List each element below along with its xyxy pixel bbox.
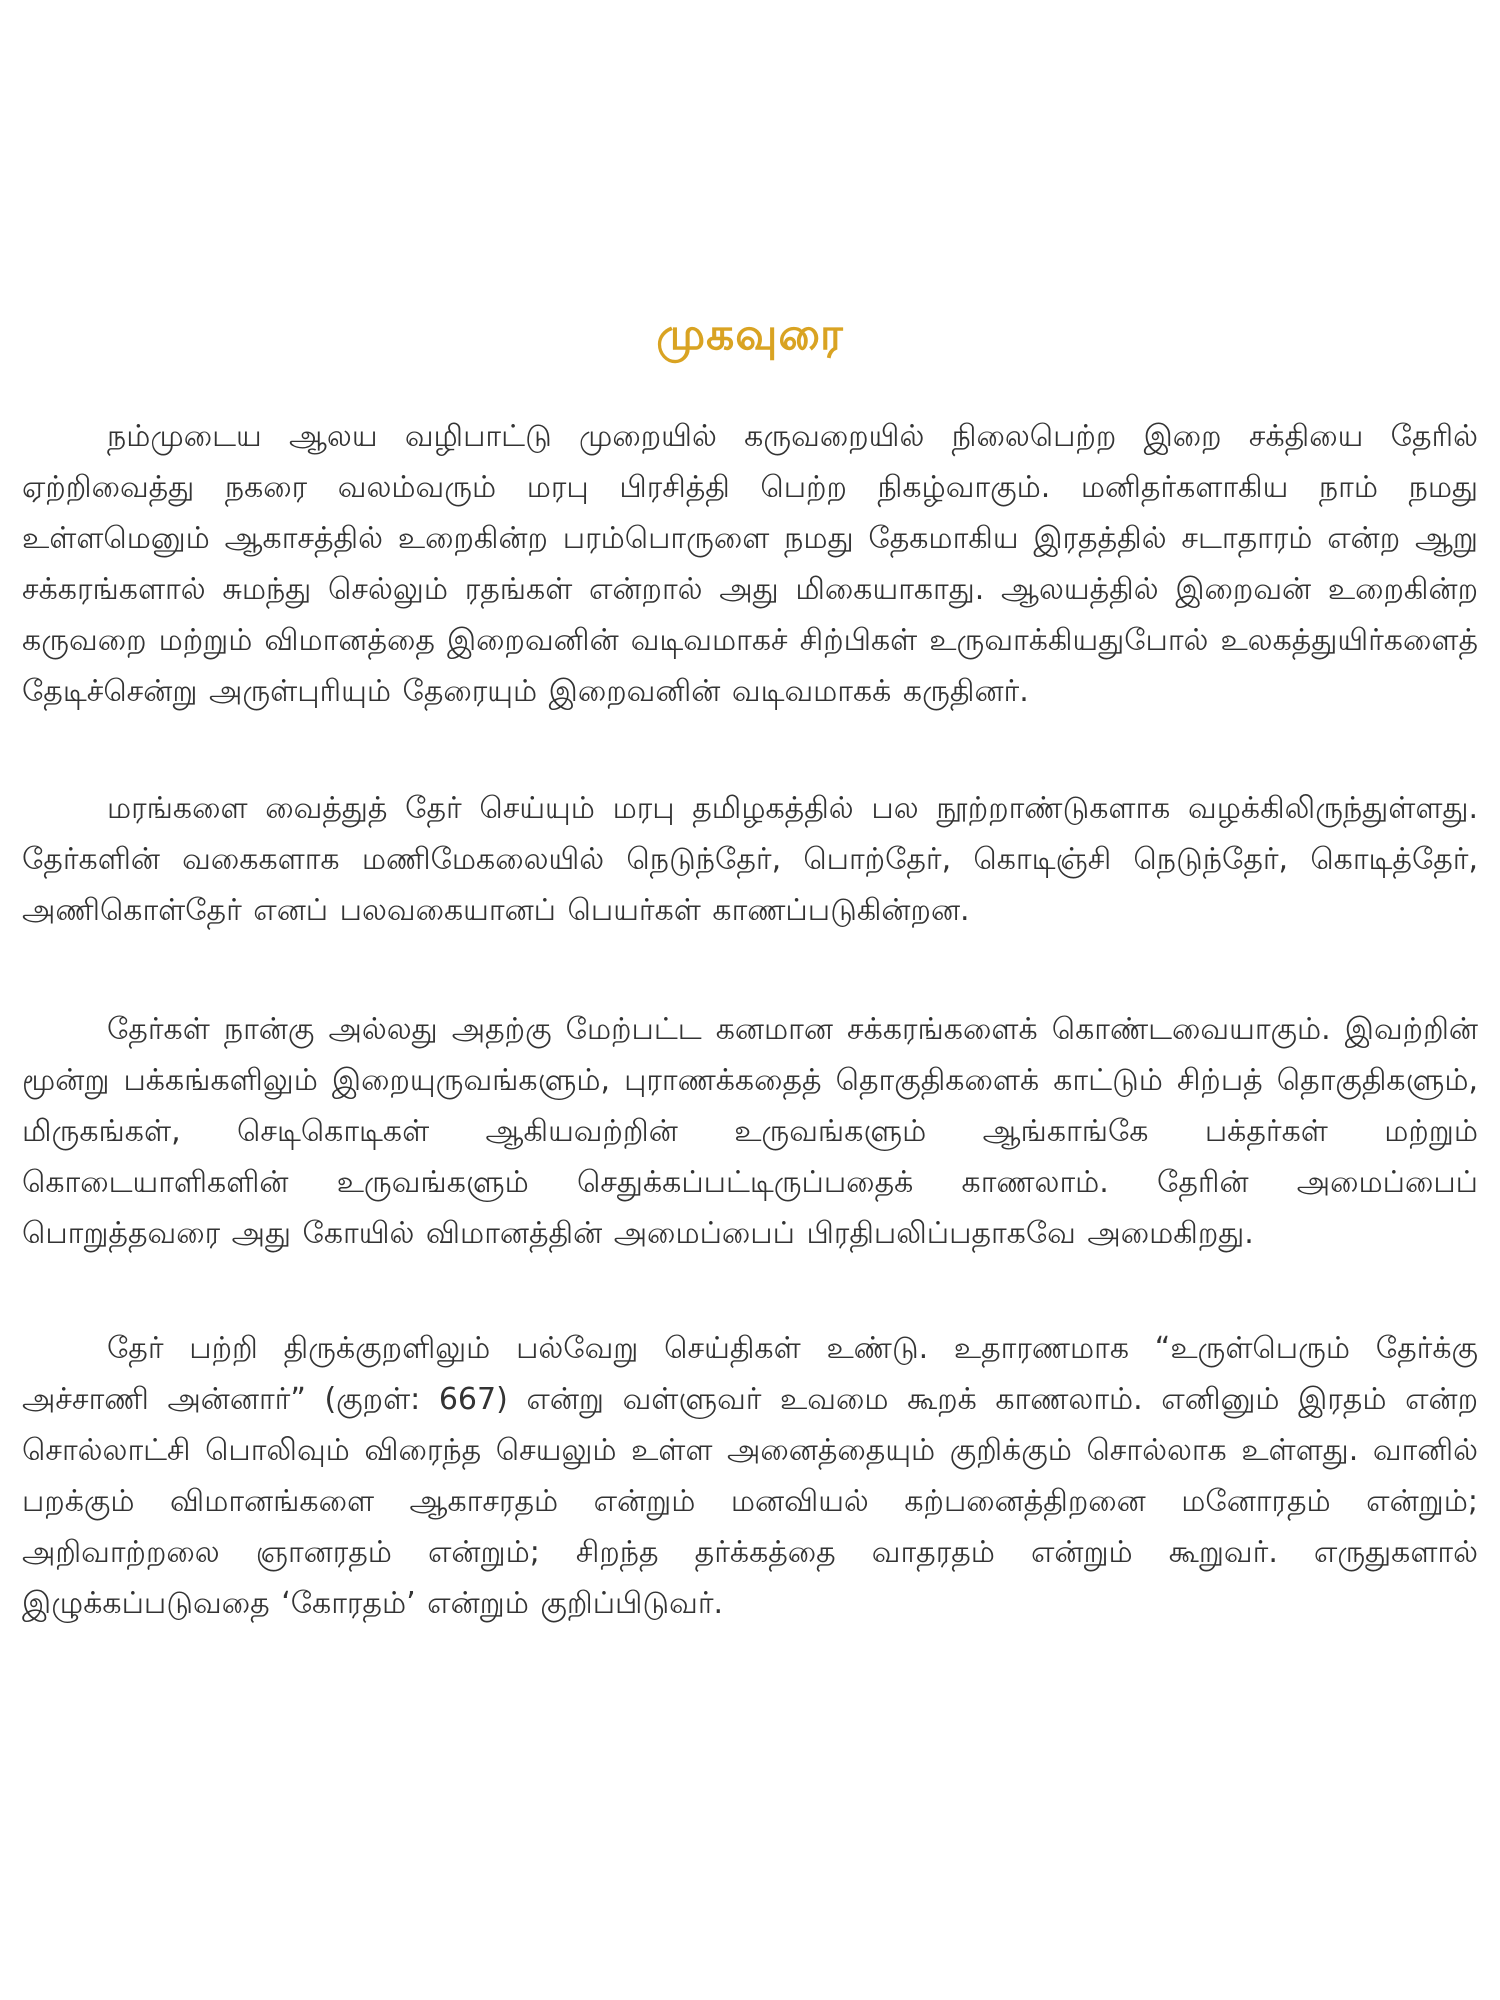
paragraph-4: தேர் பற்றி திருக்குறளிலும் பல்வேறு செய்திகள் உண்டு. உதாரணமாக “உருள்பெரும் தேர்க்கு அச்சாணி அன்னார்” (குறள்: 667) என்று வள்ளுவர் உவமை கூறக் காணலாம். எனினும் இரதம் என்ற சொல்லாட்சி பொலிவும் விரைந்த செயலும் உள்ள அனைத்தையும் குறிக்கும் சொல்லாக உள்ளது. வானில் பறக்கும் விமானங்களை ஆகாசரதம் என்றும் மனவியல் கற்பனைத்திறனை மனோரதம் என்றும்; அறிவாற்றலை ஞானரதம் என்றும்; சிறந்த தர்க்கத்தை வாதரதம் என்றும் கூறுவர். எருதுகளால் இழுக்கப்படுவதை ‘கோரதம்’ என்றும் குறிப்பிடுவர். [22,1331,1478,1621]
paragraph-2: மரங்களை வைத்துத் தேர் செய்யும் மரபு தமிழகத்தில் பல நூற்றாண்டுகளாக வழக்கிலிருந்துள்ளது. தேர்களின் வகைகளாக மணிமேகலையில் நெடுந்தேர், பொற்தேர், கொடிஞ்சி நெடுந்தேர், கொடித்தேர், அணிகொள்தேர் எனப் பலவகையானப் பெயர்கள் காணப்படுகின்றன. [22,791,1478,928]
paragraph-3: தேர்கள் நான்கு அல்லது அதற்கு மேற்பட்ட கனமான சக்கரங்களைக் கொண்டவையாகும். இவற்றின் மூன்று பக்கங்களிலும் இறையுருவங்களும், புராணக்கதைத் தொகுதிகளைக் காட்டும் சிற்பத் தொகுதிகளும், மிருகங்கள், செடிகொடிகள் ஆகியவற்றின் உருவங்களும் ஆங்காங்கே பக்தர்கள் மற்றும் கொடையாளிகளின் உருவங்களும் செதுக்கப்பட்டிருப்பதைக் காணலாம். தேரின் அமைப்பைப் பொறுத்தவரை அது கோயில் விமானத்தின் அமைப்பைப் பிரதிபலிப்பதாகவே அமைகிறது. [22,1012,1478,1251]
paragraph-1: நம்முடைய ஆலய வழிபாட்டு முறையில் கருவறையில் நிலைபெற்ற இறை சக்தியை தேரில் ஏற்றிவைத்து நகரை வலம்வரும் மரபு பிரசித்தி பெற்ற நிகழ்வாகும். மனிதர்களாகிய நாம் நமது உள்ளமெனும் ஆகாசத்தில் உறைகின்ற பரம்பொருளை நமது தேகமாகிய இரதத்தில் சடாதாரம் என்ற ஆறு சக்கரங்களால் சுமந்து செல்லும் ரதங்கள் என்றால் அது மிகையாகாது. ஆலயத்தில் இறைவன் உறைகின்ற கருவறை மற்றும் விமானத்தை இறைவனின் வடிவமாகச் சிற்பிகள் உருவாக்கியதுபோல் உலகத்துயிர்களைத் தேடிச்சென்று அருள்புரியும் தேரையும் இறைவனின் வடிவமாகக் கருதினர். [22,419,1478,709]
page-title: முகவுரை [656,309,844,360]
